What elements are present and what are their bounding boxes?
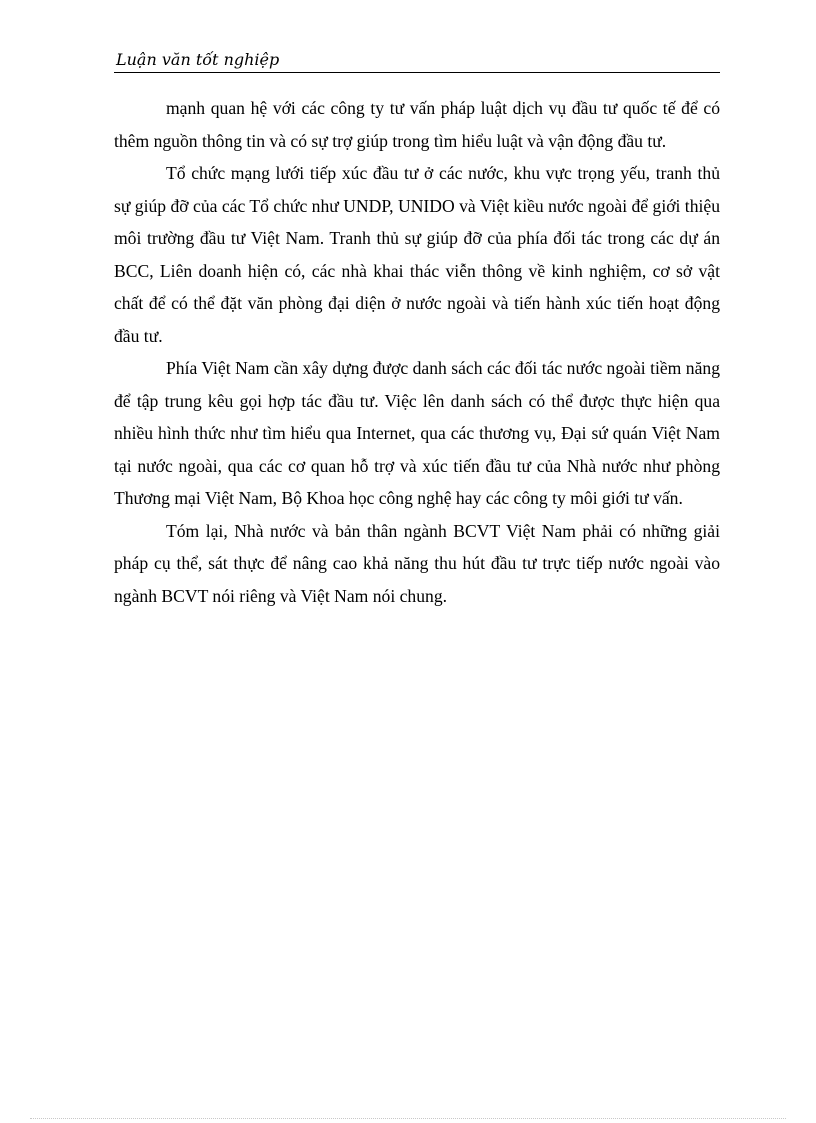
page-header	[114, 48, 720, 73]
paragraph-2: Tổ chức mạng lưới tiếp xúc đầu tư ở các nước, khu vực trọng yếu, tranh thủ sự giúp đỡ của các Tổ chức như UNDP, UNIDO và Việt kiều nước ngoài để giới thiệu môi trường đầu tư Việt Nam. Tranh thủ sự giúp đỡ của phía đối tác trong các dự án BCC, Liên doanh hiện có, các nhà khai thác viễn thông về kinh nghiệm, cơ sở vật chất để có thể đặt văn phòng đại diện ở nước ngoài và tiến hành xúc tiến hoạt động đầu tư.	[114, 163, 720, 346]
header-title: Luận văn tốt nghiệp	[116, 50, 280, 69]
document-body	[114, 92, 720, 612]
paragraph-3: Phía Việt Nam cần xây dựng được danh sách các đối tác nước ngoài tiềm năng để tập trung kêu gọi hợp tác đầu tư. Việc lên danh sách có thể được thực hiện qua nhiều hình thức như tìm hiểu qua Internet, qua các thương vụ, Đại sứ quán Việt Nam tại nước ngoài, qua các cơ quan hỗ trợ và xúc tiến đầu tư của Nhà nước như phòng Thương mại Việt Nam, Bộ Khoa học công nghệ hay các công ty môi giới tư vấn.	[114, 358, 720, 508]
paragraph-4: Tóm lại, Nhà nước và bản thân ngành BCVT Việt Nam phải có những giải pháp cụ thể, sát thực để nâng cao khả năng thu hút đầu tư trực tiếp nước ngoài vào ngành BCVT nói riêng và Việt Nam nói chung.	[114, 520, 720, 606]
paragraph-1: mạnh quan hệ với các công ty tư vấn pháp luật dịch vụ đầu tư quốc tế để có thêm nguồn thông tin và có sự trợ giúp trong tìm hiểu luật và vận động đầu tư.	[114, 98, 720, 151]
footer-divider	[30, 1118, 786, 1119]
